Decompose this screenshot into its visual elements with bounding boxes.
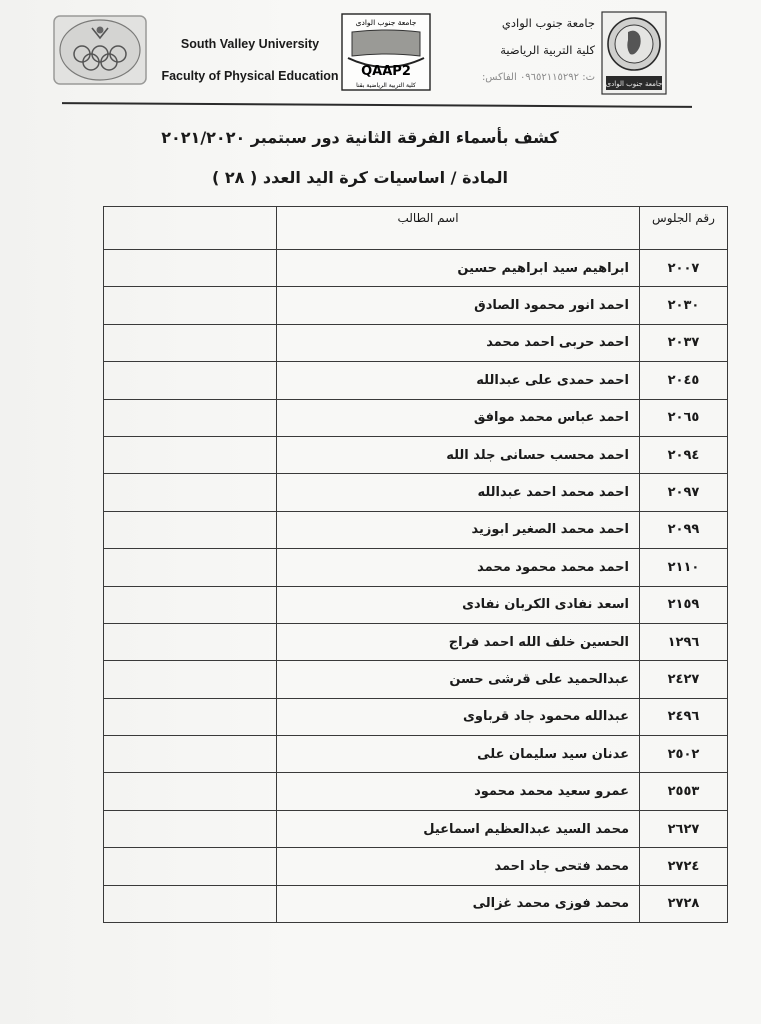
blank-cell	[104, 661, 277, 698]
student-name-cell: احمد حمدى على عبدالله	[277, 362, 640, 399]
students-table	[103, 206, 728, 923]
university-name-arabic	[445, 10, 595, 91]
university-ar-label: جامعة جنوب الوادي	[501, 16, 595, 30]
table-row	[104, 474, 728, 511]
blank-cell	[104, 474, 277, 511]
blank-column-header	[104, 207, 277, 250]
seat-number-cell: ٢٠٤٥	[640, 362, 728, 399]
blank-cell	[104, 885, 277, 922]
student-name-cell: احمد انور محمود الصادق	[277, 287, 640, 324]
seat-number-cell: ٢٦٢٧	[640, 810, 728, 847]
university-logo	[600, 10, 668, 96]
student-name-cell: ابراهيم سيد ابراهيم حسين	[277, 250, 640, 287]
seat-number-cell: ٢٠٩٧	[640, 474, 728, 511]
faculty-ar-label: كلية التربية الرياضية	[500, 43, 595, 57]
student-name-cell: عبدالله محمود جاد قرباوى	[277, 698, 640, 735]
student-name-cell: عمرو سعيد محمد محمود	[277, 773, 640, 810]
seat-number-cell: ٢٤٩٦	[640, 698, 728, 735]
table-row	[104, 848, 728, 885]
university-name-english	[155, 28, 345, 92]
table-row	[104, 885, 728, 922]
table-row	[104, 287, 728, 324]
seat-number-cell: ٢٥٠٢	[640, 736, 728, 773]
blank-cell	[104, 549, 277, 586]
student-name-cell: محمد السيد عبدالعظيم اسماعيل	[277, 810, 640, 847]
table-row	[104, 436, 728, 473]
table-row	[104, 399, 728, 436]
student-name-cell: اسعد نفادى الكربان نفادى	[277, 586, 640, 623]
table-row	[104, 623, 728, 660]
right-logo-caption: جامعة جنوب الوادى	[605, 80, 663, 88]
subject-line: المادة / اساسيات كرة اليد العدد ( ٢٨ )	[212, 168, 508, 187]
student-name-header: اسم الطالب	[277, 207, 640, 250]
seat-number-cell: ٢٧٢٨	[640, 885, 728, 922]
student-name-cell: احمد محمد احمد عبدالله	[277, 474, 640, 511]
seat-number-cell: ٢٤٢٧	[640, 661, 728, 698]
faculty-emblem-logo	[52, 14, 148, 86]
table-row	[104, 324, 728, 361]
seat-number-cell: ٢٠٩٤	[640, 436, 728, 473]
seat-number-cell: ١٢٩٦	[640, 623, 728, 660]
blank-cell	[104, 810, 277, 847]
blank-cell	[104, 773, 277, 810]
qaap-label: QAAP2	[361, 64, 411, 79]
seal-bottom-text: كلية التربية الرياضية بقنا	[356, 82, 416, 89]
seat-number-cell: ٢٠٩٩	[640, 511, 728, 548]
header-divider	[62, 102, 692, 108]
blank-cell	[104, 324, 277, 361]
blank-cell	[104, 698, 277, 735]
table-row	[104, 586, 728, 623]
table-row	[104, 773, 728, 810]
student-name-cell: عبدالحميد على قرشى حسن	[277, 661, 640, 698]
blank-cell	[104, 848, 277, 885]
table-row	[104, 698, 728, 735]
students-table-body	[104, 250, 728, 923]
table-row	[104, 362, 728, 399]
qaap-seal-logo	[340, 12, 432, 92]
seat-number-cell: ٢٠٣٠	[640, 287, 728, 324]
seat-number-cell: ٢١٥٩	[640, 586, 728, 623]
document-title: كشف بأسماء الفرقة الثانية دور سبتمبر ٢٠٢١/٢٠٢٠	[161, 128, 559, 147]
seat-number-cell: ٢١١٠	[640, 549, 728, 586]
blank-cell	[104, 362, 277, 399]
student-name-cell: محمد فتحى جاد احمد	[277, 848, 640, 885]
table-row	[104, 810, 728, 847]
student-name-cell: الحسين خلف الله احمد فراج	[277, 623, 640, 660]
student-name-cell: احمد محمد محمود محمد	[277, 549, 640, 586]
table-row	[104, 511, 728, 548]
table-row	[104, 250, 728, 287]
table-row	[104, 661, 728, 698]
student-name-cell: احمد حربى احمد محمد	[277, 324, 640, 361]
student-name-cell: احمد عباس محمد موافق	[277, 399, 640, 436]
seat-number-header: رقم الجلوس	[640, 207, 728, 250]
blank-cell	[104, 436, 277, 473]
table-row	[104, 549, 728, 586]
blank-cell	[104, 250, 277, 287]
seat-number-cell: ٢٠٣٧	[640, 324, 728, 361]
faculty-en-label: Faculty of Physical Education	[161, 69, 339, 83]
table-row	[104, 736, 728, 773]
student-name-cell: عدنان سيد سليمان على	[277, 736, 640, 773]
blank-cell	[104, 736, 277, 773]
university-en-label: South Valley University	[180, 37, 320, 51]
blank-cell	[104, 511, 277, 548]
contact-ar-label: ت: ٠٩٦٥٢١١٥٢٩٢ الفاكس:	[481, 72, 595, 83]
student-name-cell: احمد محمد الصغير ابوزيد	[277, 511, 640, 548]
blank-cell	[104, 623, 277, 660]
student-name-cell: احمد محسب حسانى جلد الله	[277, 436, 640, 473]
seal-top-text: جامعة جنوب الوادى	[355, 18, 417, 27]
seat-number-cell: ٢٠٦٥	[640, 399, 728, 436]
blank-cell	[104, 399, 277, 436]
student-name-cell: محمد فوزى محمد غزالى	[277, 885, 640, 922]
table-header-row	[104, 207, 728, 250]
blank-cell	[104, 586, 277, 623]
seat-number-cell: ٢٠٠٧	[640, 250, 728, 287]
blank-cell	[104, 287, 277, 324]
seat-number-cell: ٢٥٥٣	[640, 773, 728, 810]
seat-number-cell: ٢٧٢٤	[640, 848, 728, 885]
